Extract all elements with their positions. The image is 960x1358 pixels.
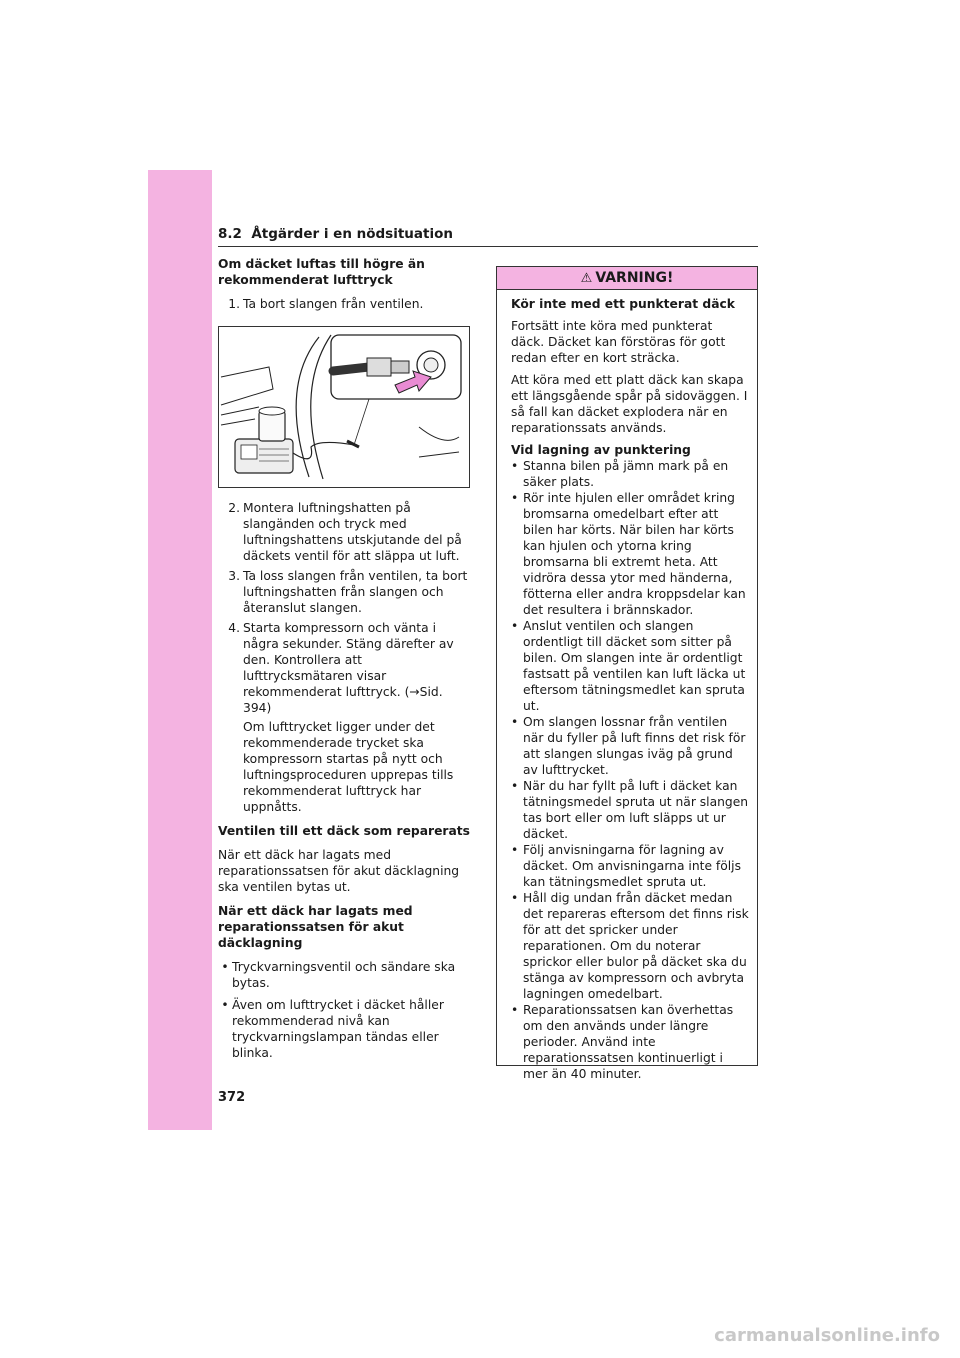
para-valve-replacement: När ett däck har lagats med reparationssatsen för akut däcklagning ska ventilen bytas ut. [218,848,460,894]
step-3 [218,568,474,616]
step-number: 1. [228,297,240,311]
list-item-text: När du har fyllt på luft i däcket kan tätningsmedel spruta ut när slangen tas bort eller om luft släpps ut ur däcket. [523,779,749,841]
list-item [218,959,474,991]
list-item [218,997,474,1061]
list-item [511,890,749,1002]
left-column [218,256,474,1067]
step-text: Ta bort slangen från ventilen. [243,297,424,311]
heading-after-repair: När ett däck har lagats med reparationssatsen för akut däcklagning [218,904,413,950]
list-item [511,458,749,490]
step-4 [218,620,474,815]
list-item [511,490,749,618]
bullet-icon: • [511,1003,519,1017]
list-item-text: Tryckvarningsventil och sändare ska bytas. [232,960,456,990]
warning-heading-flat-tyre: Kör inte med ett punkterat däck [511,297,735,311]
page-number: 372 [218,1090,246,1105]
list-item-text: Anslut ventilen och slangen ordentligt till däcket som sitter på bilen. Om slangen inte är ordentligt fastsatt på ventilen kan luft läcka ut eftersom tätningsmedlet kan spruta ut. [523,619,746,713]
bullet-icon: • [511,459,519,473]
warning-heading-repair: Vid lagning av punktering [511,443,691,457]
warning-box [496,266,758,1081]
section-number: 8.2 [218,226,242,242]
chapter-sidebar-tab [148,170,212,1130]
list-item-text: Om slangen lossnar från ventilen när du fyller på luft finns det risk för att slangen slungas iväg på grund av lufttrycket. [523,715,746,777]
list-item-text: Håll dig undan från däcket medan det repareras eftersom det finns risk för att det spricker under reparationen. Om du noterar sprickor eller bulor på däcket ska du stänga av kompressorn och avbryta lagningen omedelbart. [523,891,749,1001]
list-item-text: Reparationssatsen kan överhettas om den används under längre perioder. Använd inte reparationssatsen kontinuerligt i mer än 40 minuter. [523,1003,734,1081]
step-text: Ta loss slangen från ventilen, ta bort luftningshatten från slangen och återanslut slangen. [243,569,468,615]
section-header [218,224,758,247]
watermark: carmanualsonline.info [714,1325,940,1346]
list-item [511,842,749,890]
step-text-followup: Om lufttrycket ligger under det rekommenderade trycket ska kompressorn startas på nytt och luftningsproceduren upprepas tills rekommenderat lufttryck har uppnåtts. [243,720,454,814]
warning-body [497,290,757,1082]
step-number: 3. [228,569,240,583]
step-number: 2. [228,501,240,515]
bullet-icon: • [511,843,519,857]
step-1 [218,296,474,312]
step-text: Starta kompressorn och vänta i några sekunder. Stäng därefter av den. Kontrollera att lufttrycksmätaren visar rekommenderat lufttryck. (→Sid. 394) [243,621,454,715]
section-title: Åtgärder i en nödsituation [251,226,453,242]
bullet-icon: • [221,998,229,1012]
bullet-icon: • [221,960,229,974]
list-item-text: Även om lufttrycket i däcket håller rekommenderad nivå kan tryckvarningslampan tändas eller blinka. [232,998,444,1060]
bullet-icon: • [511,619,519,633]
bullet-icon: • [511,491,519,505]
warning-title: VARNING! [595,270,674,286]
warning-header [497,267,757,290]
list-item-text: Rör inte hjulen eller området kring bromsarna omedelbart efter att bilen har körts. När bilen har körts kan hjulen och ytorna kring bromsarna bli extremt heta. Att vidröra dessa ytor med händerna, fötterna eller andra kroppsdelar kan det resultera i brännskador. [523,491,746,617]
step-number: 4. [228,621,240,635]
list-item-text: Stanna bilen på jämn mark på en säker plats. [523,459,729,489]
warning-para-2: Att köra med ett platt däck kan skapa ett längsgående spår på sidoväggen. I så fall kan däcket explodera när en reparationssats används. [511,373,748,435]
list-item [511,778,749,842]
step-text: Montera luftningshatten på slangänden och tryck med luftningshattens utskjutande del på däckets ventil för att släppa ut luft. [243,501,462,563]
bullet-icon: • [511,779,519,793]
warning-para-1: Fortsätt inte köra med punkterat däck. Däcket kan förstöras för gott redan efter en kort sträcka. [511,319,726,365]
heading-valve-replacement: Ventilen till ett däck som reparerats [218,824,470,838]
list-item [511,714,749,778]
step-2 [218,500,474,564]
list-item-text: Följ anvisningarna för lagning av däcket. Om anvisningarna inte följs kan tätningsmedlet spruta ut. [523,843,742,889]
bullet-icon: • [511,891,519,905]
bullet-icon: • [511,715,519,729]
warning-triangle-icon: ⚠ [580,271,593,286]
heading-overinflated: Om däcket luftas till högre än rekommenderat lufttryck [218,257,425,287]
list-item [511,618,749,714]
list-item [511,1002,749,1082]
illustration-compressor-valve [218,326,470,488]
step-text-block [243,620,474,815]
